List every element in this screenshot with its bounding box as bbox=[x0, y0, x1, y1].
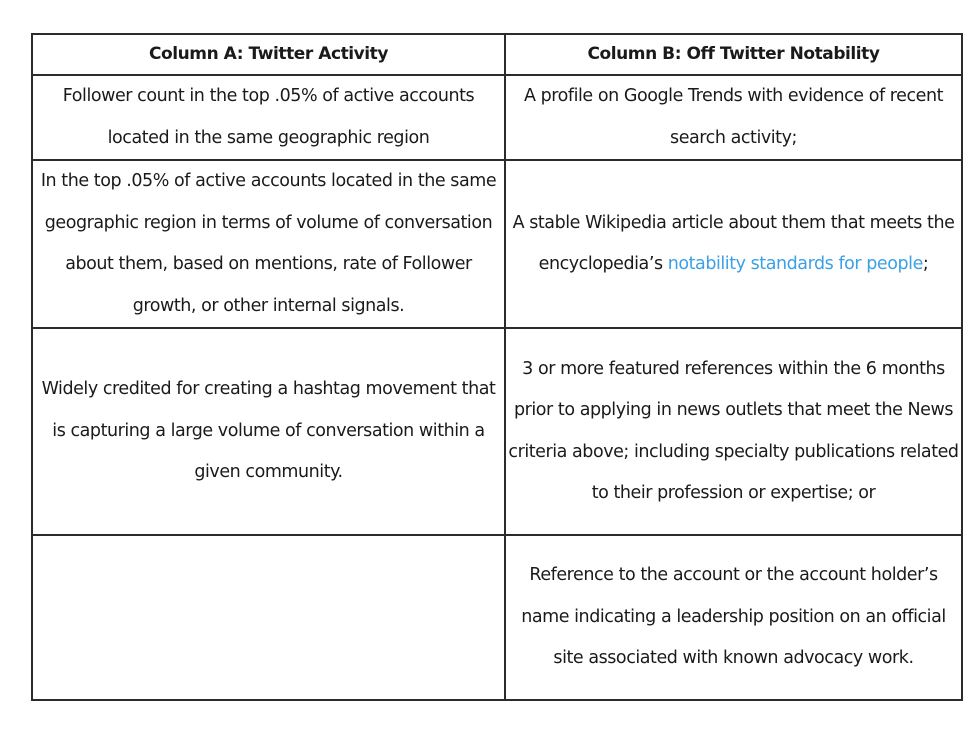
twitter-activity-cell-empty bbox=[32, 535, 505, 700]
off-twitter-notability-cell: 3 or more featured references within the 6 months prior to applying in news outlets that meet the News criteria above; including specialty publications related to their profession or expertise; or bbox=[505, 328, 962, 535]
twitter-activity-cell: Widely credited for creating a hashtag movement that is capturing a large volume of conversation within a given community. bbox=[32, 328, 505, 535]
cell-text: A stable Wikipedia article about them that meets the encyclopedia’s bbox=[512, 212, 955, 274]
twitter-activity-cell: Follower count in the top .05% of active accounts located in the same geographic region bbox=[32, 75, 505, 160]
off-twitter-notability-cell: Reference to the account or the account holder’s name indicating a leadership position on an official site associated with known advocacy work. bbox=[505, 535, 962, 700]
notability-standards-link[interactable]: notability standards for people bbox=[667, 254, 923, 274]
header-row bbox=[32, 34, 962, 75]
column-b-header: Column B: Off Twitter Notability bbox=[505, 34, 962, 75]
off-twitter-notability-cell: A profile on Google Trends with evidence of recent search activity; bbox=[505, 75, 962, 160]
notability-criteria-table bbox=[31, 33, 963, 701]
table-row bbox=[32, 75, 962, 160]
cell-text-suffix: ; bbox=[922, 254, 929, 274]
off-twitter-notability-cell bbox=[505, 160, 962, 328]
table-row bbox=[32, 160, 962, 328]
twitter-activity-cell: In the top .05% of active accounts located in the same geographic region in terms of volume of conversation about them, based on mentions, rate of Follower growth, or other internal signals. bbox=[32, 160, 505, 328]
column-a-header: Column A: Twitter Activity bbox=[32, 34, 505, 75]
table-row bbox=[32, 535, 962, 700]
table-row bbox=[32, 328, 962, 535]
